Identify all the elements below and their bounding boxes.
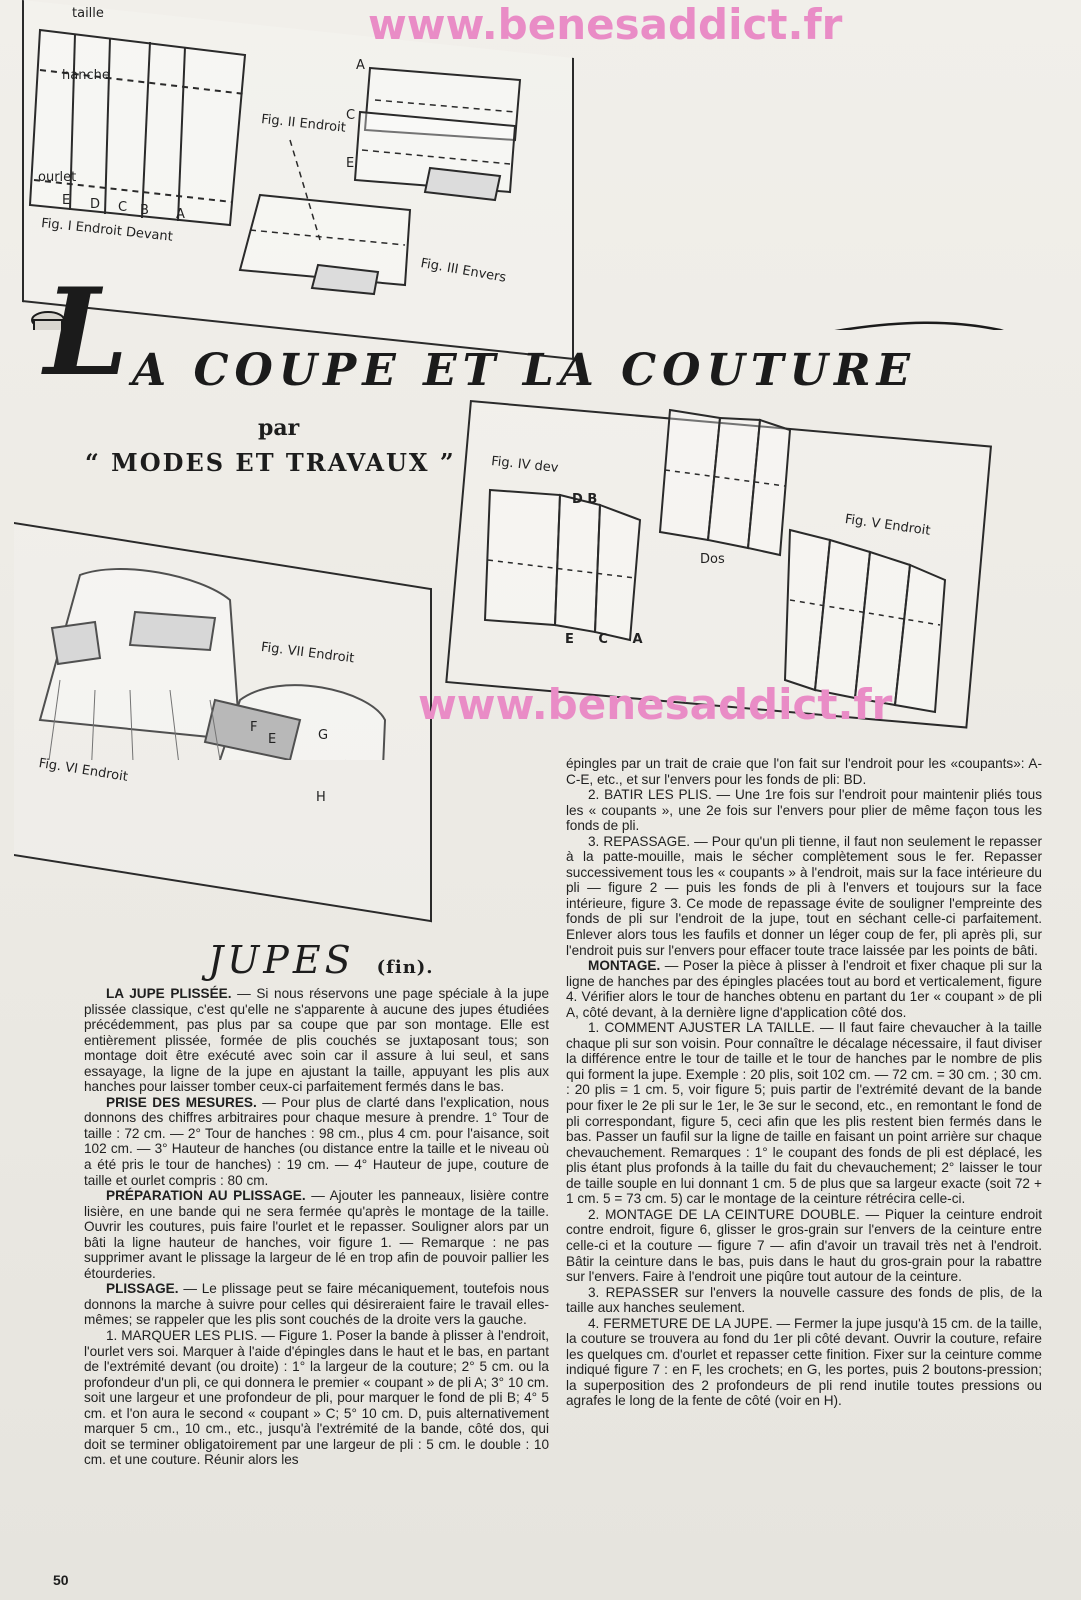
fig7-letter-f: F [250,720,258,735]
title-source: “ MODES ET TRAVAUX ” [85,448,456,477]
fig2-letter-c: C [346,108,356,123]
article-left-column [84,986,549,1468]
watermark-top: www.benesaddict.fr [368,0,843,49]
paragraph-text: — Pour plus de clarté dans l'explication, nous donnons des chiffres arbitraires pour chaque mesure à prendre. 1° Tour de taille : 72 cm. — 2° Tour de hanches : 98 cm., plus 4 cm. pour l'aisance, soit 102 cm. — 3° Hauteur de hanches (ou distance entre la taille et le niveau où a été pris le tour de hanches) : 19 cm. — 4° Hauteur de jupe, couture de taille et ourlet compris : 80 cm. [84,1094,549,1188]
paragraph [566,787,1042,834]
fig4-letters-top: D B [572,492,598,507]
fig6-caption: Fig. VI Endroit [37,756,129,785]
paragraph-text: 4. FERMETURE DE LA JUPE. — Fermer la jupe jusqu'à 15 cm. de la taille, la couture se trouvera au fond du 1er pli côté devant. Ouvrir la couture, refaire les quelques cm. d'ourlet et repasser cette finition. Fixer sur la ceinture comme indiqué figure 7 : en F, les crochets; en G, les portes, puis 2 boutons-pression; la superposition des 2 profondeurs de pli rend inutile toutes pressions ou agrafes le long de la fente de côté (voir en H). [566,1315,1042,1409]
paragraph-text: 3. REPASSAGE. — Pour qu'un pli tienne, il faut non seulement le repasser à la patte-mouille, mais le sécher complètement sous le fer. Repasser successivement tous les « coupants » à l'endroit, mais sur la face intérieure du pli — figure 2 — puis les fonds de pli à l'envers et toujours sur la face intérieure, figure 3. Ce mode de repassage évite de souligner l'empreinte des fonds de pli sur l'endroit de la jupe, tout en séchant celle-ci parfaitement. Enlever alors tous les faufils et donner un léger coup de fer, pli après pli, sur l'endroit puis sur l'envers pour effacer toute trace laissée par les points de bâti. [566,833,1042,958]
fig1-hanche-label: hanche [62,68,110,83]
paragraph-text: 2. MONTAGE DE LA CEINTURE DOUBLE. — Piquer la ceinture endroit contre endroit, figure 6, glisser le gros-grain sur l'envers de la ceinture entre celle-ci et la couture — figure 7 — afin d'avoir un travail très net à l'endroit. Bâtir la ceinture dans le bas, puis dans le haut du gros-grain pour la rabattre sur l'envers. Faire à l'endroit une piqûre tout autour de la ceinture. [566,1206,1042,1285]
paragraph [84,1328,549,1468]
paragraph [566,1207,1042,1285]
fig5-dos-label: Dos [700,552,725,567]
section-title-text: JUPES [208,938,355,982]
paragraph-heading: LA JUPE PLISSÉE. [106,986,232,1001]
fig5-caption: Fig. V Endroit [843,512,932,539]
paragraph-heading: PRÉPARATION AU PLISSAGE. [106,1188,306,1204]
fig1-letter-a: A [176,207,185,222]
paragraph-text: 1. COMMENT AJUSTER LA TAILLE. — Il faut faire chevaucher à la taille chaque pli sur son voisin. Pour connaître le décalage nécessaire, il faut diviser la différence entre le tour de taille et le tour de hanches par le nombre de plis qui forment la jupe. Exemple : 20 plis, soit 102 cm. — 72 cm. = 30 cm. ; 30 cm. : 20 plis = 1 cm. 5, voir figure 5; puis partir de l'extrémité devant de la bande pour fixer le 2e pli sur le 1er, le 3e sur le second, etc., en remontant le fond de pli correspondant, figure 5, ceci afin que les plis restent bien fermés dans le bas. Passer un faufil sur la ligne de taille en faisant un point arrière sur chaque chevauchement. Remarques : 1° le coupant des fonds de pli est déplacé, les plis étant plus profonds à la taille du fait du chevauchement; 2° laisser le tour de taille souple en lui donnant 1 cm. 5 de plus que sa largeur exacte (soit 72 + 1 cm. 5 = 73 cm. 5) car le montage de la ceinture rétrécira celle-ci. [566,1020,1042,1207]
paragraph [566,834,1042,958]
paragraph-text: — Ajouter les panneaux, lisière contre lisière, en une bande qui ne sera fermée qu'après le montage de la taille. Ouvrir les coutures, puis faire l'ourlet et le repasser. Souligner alors par un bâti la ligne hauteur de hanches, voir figure 1. — Remarque : ne pas supprimer avant le plissage la largeur de lé en trop afin de pouvoir pallier les étourderies. [84,1188,549,1281]
paragraph-text: 1. MARQUER LES PLIS. — Figure 1. Poser la bande à plisser à l'endroit, l'ourlet vers soi. Marquer à l'aide d'épingles dans le haut et le bas, en partant de l'extrémité devant (ou droite) : 1° la largeur de la couture; 2° 5 cm. ou la profondeur d'un pli, ce qui donnera le premier « coupant » de pli A; 3° 10 cm. soit une largeur et une profondeur de pli, pour marquer le fond de pli B; 4° 5 cm. et l'on aura le second « coupant » C; 5° 10 cm. D, puis alternativement marquer 5 cm., 10 cm., etc., jusqu'à l'extrémité de la bande, côté dos, qui doit se terminer obligatoirement par une largeur de pli : 5 cm. le double : 10 cm. et une couture. Réunir alors les [84,1328,549,1468]
fig1-caption: Fig. I Endroit Devant [40,216,174,245]
paragraph-heading: PLISSAGE. [106,1281,179,1297]
paragraph-text: — Poser la pièce à plisser à l'endroit et fixer chaque pli sur la ligne de hanches par des épingles placées tout au bord et verticalement, figure 4. Vérifier alors le tour de hanches obtenu en partant du 1er « coupant » de pli A, côté devant, à la dernière ligne d'application côté dos. [566,958,1042,1020]
paragraph [566,1020,1042,1207]
paragraph [84,1188,549,1281]
paragraph-heading: PRISE DES MESURES. [106,1094,257,1110]
fig7-letter-e: E [268,732,277,747]
paragraph-text: 3. REPASSER sur l'envers la nouvelle cassure des fonds de plis, de la taille aux hanches seulement. [566,1284,1042,1316]
paragraph-text: 2. BATIR LES PLIS. — Une 1re fois sur l'endroit pour maintenir pliés tous les « coupants », une 2e fois sur l'envers pour plier de même façon tous les fonds de pli. [566,787,1042,834]
paragraph [566,958,1042,1020]
paragraph-text: épingles par un trait de craie que l'on fait sur l'endroit pour les «coupants»: A-C-E, etc., et sur l'envers pour les fonds de pli: BD. [566,756,1042,787]
paragraph [84,986,549,1095]
fig1-letter-d: D [90,197,101,212]
fig7-caption: Fig. VII Endroit [260,640,356,667]
article-right-column [566,756,1042,1409]
fig7-letter-g: G [318,728,329,743]
section-title [208,938,434,982]
fig3-caption: Fig. III Envers [419,256,508,286]
fig4-letters-bottom: E C A [565,632,653,647]
fig1-letter-c: C [118,200,128,215]
watermark-middle: www.benesaddict.fr [418,680,893,729]
paragraph-heading: MONTAGE. [588,958,661,974]
fig4-caption: Fig. IV dev [490,454,560,476]
paragraph [84,1281,549,1328]
fig1-ourlet-label: ourlet [38,170,77,185]
paragraph [84,1095,549,1188]
title-initial: L [44,262,129,403]
paragraph [566,1285,1042,1316]
fig2-letter-e: E [346,156,355,171]
fig2-letter-a: A [356,58,365,73]
paragraph [566,1316,1042,1409]
figure-panel-bottom [14,522,432,922]
fig1-taille-label: taille [72,6,104,21]
fig1-letter-e: E [62,193,71,208]
title-by: par [258,415,300,441]
fig7-letter-h: H [316,790,326,805]
title-text: A COUPE ET LA COUTURE [132,345,917,396]
paragraph-text: — Si nous réservons une page spéciale à la jupe plissée classique, c'est qu'elle ne s'apparente à aucune des jupes étudiées précédemment, pas plus par sa coupe que par son montage. Elle est entièrement plissée, formée de plis couchés se juxtaposant tous; son montage doit être exécuté avec soin car il assure à lui seul, et sans essayage, la ligne de la jupe en ajustant la taille, appuyant les plis aux hanches pour laisser tomber ceux-ci parfaitement fermés dans le bas. [84,986,550,1095]
page-number: 50 [53,1572,69,1588]
paragraph-text: — Le plissage peut se faire mécaniquement, toutefois nous donnons la marche à suivre pour celles qui désireraient faire le travail elles-mêmes; se rappeler que les plis sont couchés de la droite vers la gauche. [84,1281,549,1328]
section-subtitle: (fin). [376,957,434,978]
paragraph [566,756,1042,787]
fig2-caption: Fig. II Endroit [260,112,347,136]
fig1-letter-b: B [140,203,149,218]
